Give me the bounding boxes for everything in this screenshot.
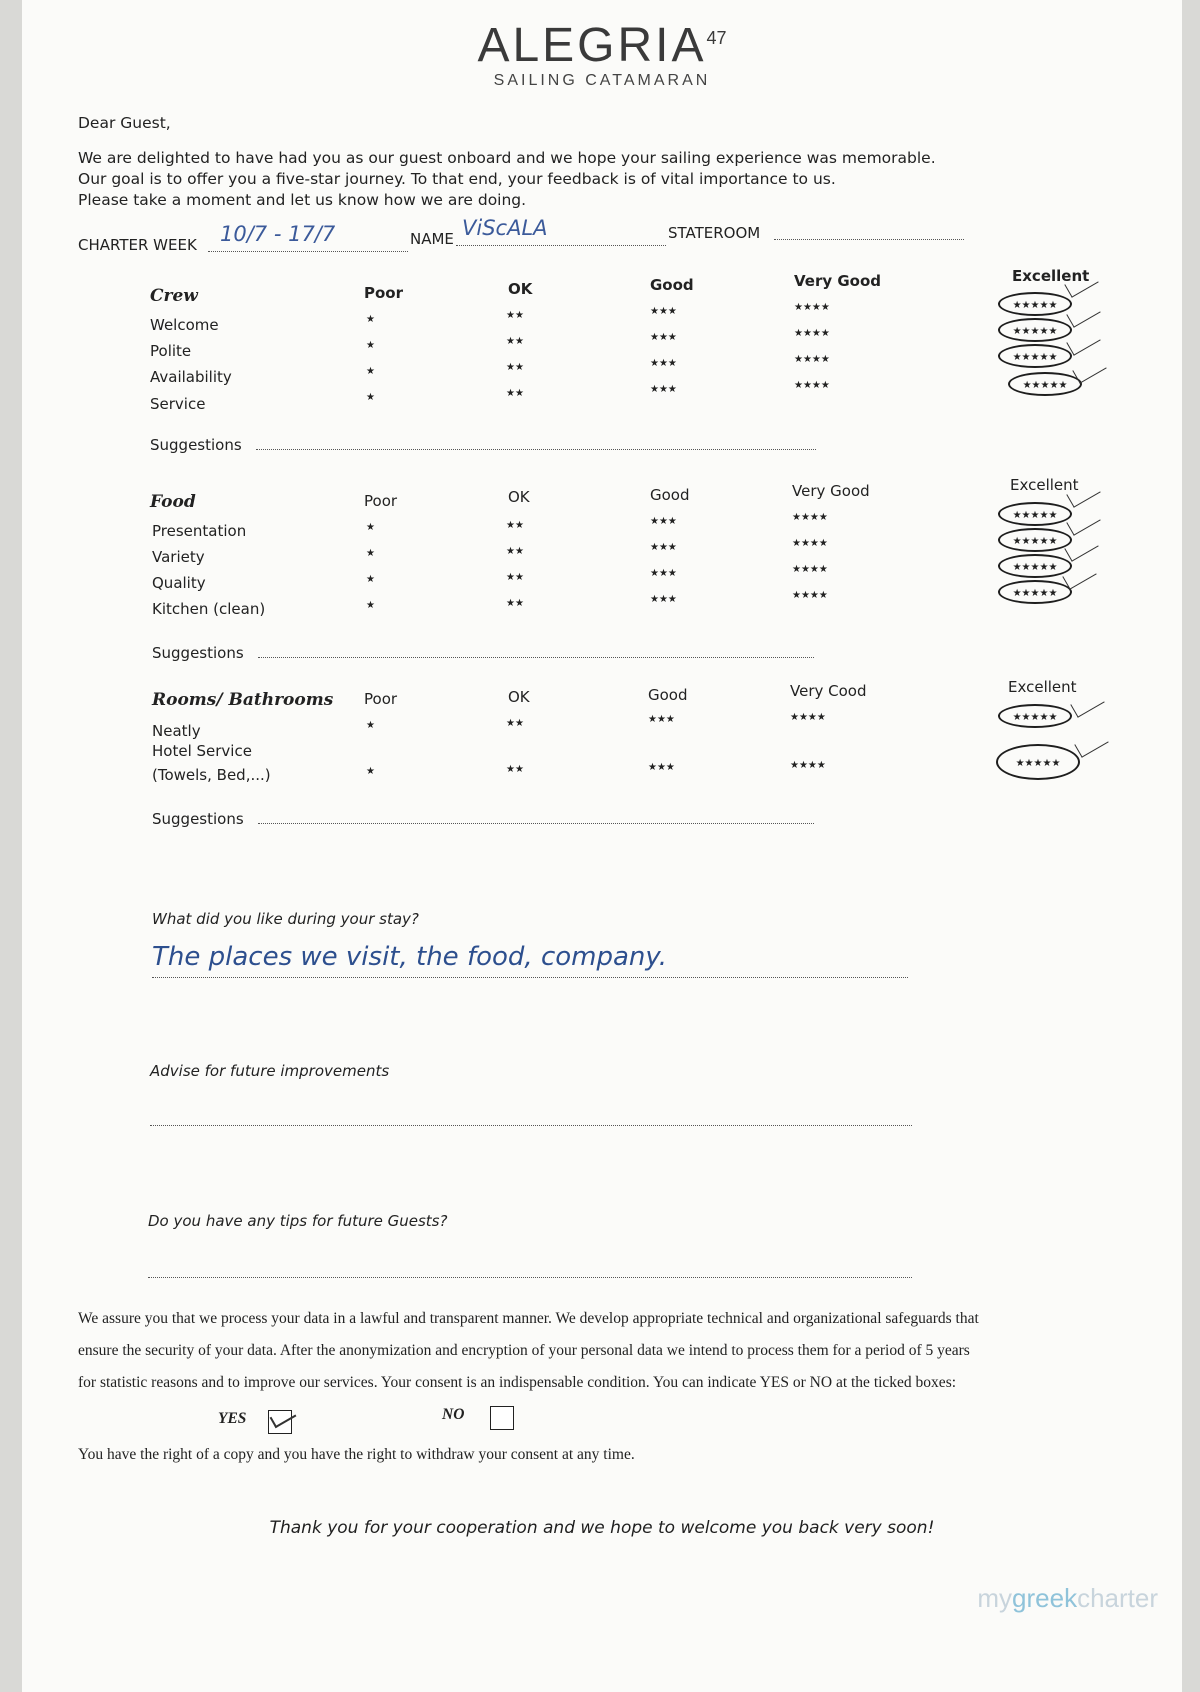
rating-very-good[interactable]: ★★★★ [792, 538, 828, 549]
name-label: NAME [410, 230, 454, 248]
advise-answer-line[interactable] [150, 1124, 912, 1126]
yes-label: YES [218, 1410, 247, 1427]
intro-line-1: We are delighted to have had you as our guest onboard and we hope your sailing experience was memorable. [78, 149, 936, 167]
stateroom-label: STATEROOM [668, 224, 761, 242]
item-label: Neatly [152, 722, 201, 740]
charter-week-label: CHARTER WEEK [78, 236, 197, 254]
rating-poor[interactable]: ★ [366, 720, 375, 731]
name-line [456, 244, 666, 246]
brand-model: 47 [706, 28, 727, 48]
rating-good[interactable]: ★★★ [650, 594, 677, 605]
col-good: Good [650, 486, 690, 504]
consent-rights: You have the right of a copy and you have the right to withdraw your consent at any time. [78, 1446, 635, 1463]
advise-question: Advise for future improvements [150, 1062, 390, 1080]
intro-line-3: Please take a moment and let us know how we are doing. [78, 191, 527, 209]
rating-poor[interactable]: ★ [366, 522, 375, 533]
watermark-part-3: charter [1077, 1583, 1158, 1613]
rating-good[interactable]: ★★★ [650, 332, 677, 343]
watermark-logo [977, 1583, 1158, 1614]
suggestions-label: Suggestions [152, 644, 244, 662]
watermark-part-2: greek [1012, 1583, 1078, 1613]
charter-week-value[interactable]: 10/7 - 17/7 [220, 222, 336, 246]
no-label: NO [442, 1406, 465, 1423]
brand-name: ALEGRIA [477, 19, 707, 72]
rating-excellent-selected[interactable]: ★★★★★ [998, 528, 1072, 552]
rating-good[interactable]: ★★★ [648, 714, 675, 725]
charter-week-line [208, 250, 408, 252]
legal-line-3: for statistic reasons and to improve our services. Your consent is an indispensable condition. You can indicate YES or NO at the ticked boxes: [78, 1374, 957, 1391]
legal-line-2: ensure the security of your data. After the anonymization and encryption of your personal data we intend to process them for a period of 5 years [78, 1342, 970, 1359]
intro-line-2: Our goal is to offer you a five-star journey. To that end, your feedback is of vital importance to us. [78, 170, 836, 188]
rating-excellent-selected[interactable]: ★★★★★ [998, 344, 1072, 368]
rating-ok[interactable]: ★★ [506, 310, 524, 321]
col-very-good: Very Good [792, 482, 870, 500]
suggestions-label: Suggestions [150, 436, 242, 454]
stateroom-line[interactable] [774, 238, 964, 240]
rating-good[interactable]: ★★★ [650, 516, 677, 527]
suggestions-line[interactable] [258, 822, 814, 824]
section-title: Crew [150, 286, 198, 306]
no-checkbox[interactable] [490, 1406, 514, 1430]
item-label: Polite [150, 342, 192, 360]
rating-ok[interactable]: ★★ [506, 572, 524, 583]
brand-subtitle: SAILING CATAMARAN [493, 72, 711, 89]
col-poor: Poor [364, 492, 398, 510]
item-label: Presentation [152, 522, 247, 540]
rating-excellent-selected[interactable]: ★★★★★ [996, 744, 1080, 780]
rating-very-good[interactable]: ★★★★ [792, 590, 828, 601]
rating-very-good[interactable]: ★★★★ [794, 302, 830, 313]
rating-very-good[interactable]: ★★★★ [794, 328, 830, 339]
rating-excellent-selected[interactable]: ★★★★★ [1008, 372, 1082, 396]
rating-excellent-selected[interactable]: ★★★★★ [998, 704, 1072, 728]
liked-answer-line [152, 976, 908, 978]
suggestions-line[interactable] [258, 656, 814, 658]
intro-text [78, 148, 936, 211]
rating-good[interactable]: ★★★ [650, 306, 677, 317]
rating-very-good[interactable]: ★★★★ [794, 380, 830, 391]
col-excellent: Excellent [1008, 678, 1077, 696]
greeting: Dear Guest, [78, 114, 171, 132]
rating-excellent-selected[interactable]: ★★★★★ [998, 318, 1072, 342]
check-mark-icon [270, 1406, 297, 1428]
col-ok: OK [508, 280, 533, 298]
rating-poor[interactable]: ★ [366, 340, 375, 351]
col-poor: Poor [364, 284, 404, 302]
col-excellent: Excellent [1012, 267, 1090, 285]
item-label: Hotel Service [152, 742, 252, 760]
feedback-form-page [22, 0, 1182, 1692]
rating-ok[interactable]: ★★ [506, 388, 524, 399]
section-title: Rooms/ Bathrooms [152, 690, 334, 710]
rating-excellent-selected[interactable]: ★★★★★ [998, 502, 1072, 526]
item-label: (Towels, Bed,...) [152, 766, 271, 784]
suggestions-line[interactable] [256, 448, 816, 450]
name-value[interactable]: ViScALA [462, 216, 548, 240]
rating-poor[interactable]: ★ [366, 574, 375, 585]
rating-ok[interactable]: ★★ [506, 718, 524, 729]
rating-poor[interactable]: ★ [366, 600, 375, 611]
rating-good[interactable]: ★★★ [648, 762, 675, 773]
rating-ok[interactable]: ★★ [506, 520, 524, 531]
liked-answer[interactable]: The places we visit, the food, company. [152, 942, 668, 972]
rating-ok[interactable]: ★★ [506, 362, 524, 373]
section-title: Food [150, 492, 196, 512]
col-ok: OK [508, 688, 530, 706]
brand-logo [22, 18, 1182, 73]
col-poor: Poor [364, 690, 398, 708]
rating-ok[interactable]: ★★ [506, 336, 524, 347]
tick-mark-icon [1074, 729, 1108, 757]
item-label: Variety [152, 548, 205, 566]
suggestions-label: Suggestions [152, 810, 244, 828]
rating-very-good[interactable]: ★★★★ [792, 564, 828, 575]
rating-good[interactable]: ★★★ [650, 542, 677, 553]
rating-excellent-selected[interactable]: ★★★★★ [998, 580, 1072, 604]
watermark-part-1: my [977, 1583, 1013, 1613]
tips-question: Do you have any tips for future Guests? [148, 1212, 448, 1230]
rating-poor[interactable]: ★ [366, 766, 375, 777]
yes-checkbox[interactable] [268, 1410, 292, 1434]
item-label: Welcome [150, 316, 219, 334]
rating-very-good[interactable]: ★★★★ [790, 712, 826, 723]
col-excellent: Excellent [1010, 476, 1079, 494]
col-good: Good [648, 686, 688, 704]
rating-very-good[interactable]: ★★★★ [790, 760, 826, 771]
closing-message: Thank you for your cooperation and we hope to welcome you back very soon! [269, 1518, 935, 1538]
rating-ok[interactable]: ★★ [506, 546, 524, 557]
rating-poor[interactable]: ★ [366, 366, 375, 377]
col-ok: OK [508, 488, 530, 506]
rating-excellent-selected[interactable]: ★★★★★ [998, 292, 1072, 316]
rating-poor[interactable]: ★ [366, 392, 375, 403]
item-label: Quality [152, 574, 206, 592]
rating-good[interactable]: ★★★ [650, 384, 677, 395]
item-label: Service [150, 395, 206, 413]
rating-good[interactable]: ★★★ [650, 358, 677, 369]
rating-poor[interactable]: ★ [366, 548, 375, 559]
rating-poor[interactable]: ★ [366, 314, 375, 325]
col-very-good: Very Good [794, 272, 882, 290]
tick-mark-icon [1072, 355, 1106, 383]
legal-line-1: We assure you that we process your data in a lawful and transparent manner. We develop appropriate technical and organizational safeguards that [78, 1310, 979, 1327]
col-good: Good [650, 276, 694, 294]
rating-excellent-selected[interactable]: ★★★★★ [998, 554, 1072, 578]
item-label: Kitchen (clean) [152, 600, 266, 618]
tips-answer-line[interactable] [148, 1276, 912, 1278]
item-label: Availability [150, 368, 232, 386]
col-very-good: Very Cood [790, 682, 867, 700]
rating-very-good[interactable]: ★★★★ [792, 512, 828, 523]
rating-ok[interactable]: ★★ [506, 764, 524, 775]
rating-ok[interactable]: ★★ [506, 598, 524, 609]
rating-good[interactable]: ★★★ [650, 568, 677, 579]
liked-question: What did you like during your stay? [152, 910, 419, 928]
rating-very-good[interactable]: ★★★★ [794, 354, 830, 365]
